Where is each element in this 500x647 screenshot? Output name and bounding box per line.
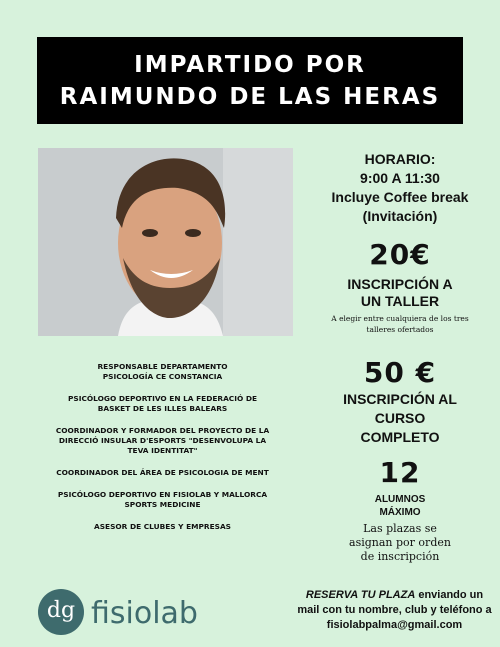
schedule-invitation: (Invitación)	[362, 208, 438, 224]
logo-wordmark: fisiolab	[91, 596, 198, 631]
credential-item: RESPONSABLE DEPARTAMENTO PSICOLOGÍA CE CONSTANCIA	[97, 362, 228, 381]
booking-info	[292, 588, 497, 633]
logo-monogram: dg	[46, 598, 76, 623]
title-banner	[37, 37, 463, 124]
schedule-time: 9:00 A 11:30	[360, 170, 440, 186]
workshop-price: 20€	[369, 238, 431, 271]
workshop-note-line-1: A elegir entre cualquiera de los tres	[331, 314, 469, 323]
booking-email[interactable]: fisiolabpalma@gmail.com	[326, 619, 463, 631]
schedule-coffee: Incluye Coffee break	[331, 189, 469, 205]
workshop-label-line-1: INSCRIPCIÓN A	[347, 276, 453, 292]
course-label	[300, 390, 500, 447]
banner-line-2: RAIMUNDO DE LAS HERAS	[59, 83, 441, 110]
max-students-label	[300, 493, 500, 519]
fisiolab-logo	[37, 587, 227, 637]
booking-lead: RESERVA TU PLAZA	[305, 589, 416, 601]
credential-item: COORDINADOR Y FORMADOR DEL PROYECTO DE LA DIRECCIÓ INSULAR D'ESPORTS "DESENVOLUPA LA TEVA IDENTITAT"	[55, 426, 270, 455]
max-students-line-1: ALUMNOS	[374, 494, 426, 505]
schedule-block	[300, 150, 500, 226]
max-students-count: 12	[379, 456, 421, 489]
course-label-line-1: INSCRIPCIÓN AL	[343, 391, 457, 407]
course-price: 50 €	[363, 356, 437, 389]
credential-item: COORDINADOR DEL ÁREA DE PSICOLOGIA DE MENT	[56, 468, 269, 477]
course-label-line-3: COMPLETO	[360, 429, 440, 445]
speaker-credentials	[50, 362, 275, 544]
max-students-line-2: MÁXIMO	[379, 507, 421, 518]
workshop-note-line-2: talleres ofertados	[366, 325, 434, 334]
credential-item: PSICÓLOGO DEPORTIVO EN LA FEDERACIÓ DE BASKET DE LES ILLES BALEARS	[67, 394, 258, 413]
allocation-note-line-3: de inscripción	[360, 550, 440, 563]
credential-item: ASESOR DE CLUBES Y EMPRESAS	[93, 522, 231, 531]
speaker-portrait-illustration	[38, 148, 293, 336]
booking-line-1	[292, 588, 497, 603]
banner-line-1: IMPARTIDO POR	[134, 51, 366, 78]
course-label-line-2: CURSO	[374, 410, 426, 426]
credential-item: PSICÓLOGO DEPORTIVO EN FISIOLAB Y MALLORCA SPORTS MEDICINE	[57, 490, 268, 509]
workshop-label-line-2: UN TALLER	[360, 293, 440, 309]
workshop-label	[300, 276, 500, 310]
workshop-note	[300, 313, 500, 335]
allocation-note-line-2: asignan por orden	[349, 536, 451, 549]
allocation-note-line-1: Las plazas se	[363, 522, 437, 535]
allocation-note	[300, 522, 500, 564]
schedule-label: HORARIO:	[364, 151, 436, 167]
booking-rest: enviando un	[415, 589, 484, 601]
fisiolab-logo-mark	[37, 587, 227, 637]
speaker-photo	[38, 148, 293, 336]
booking-line-2: mail con tu nombre, club y teléfono a	[297, 604, 492, 616]
